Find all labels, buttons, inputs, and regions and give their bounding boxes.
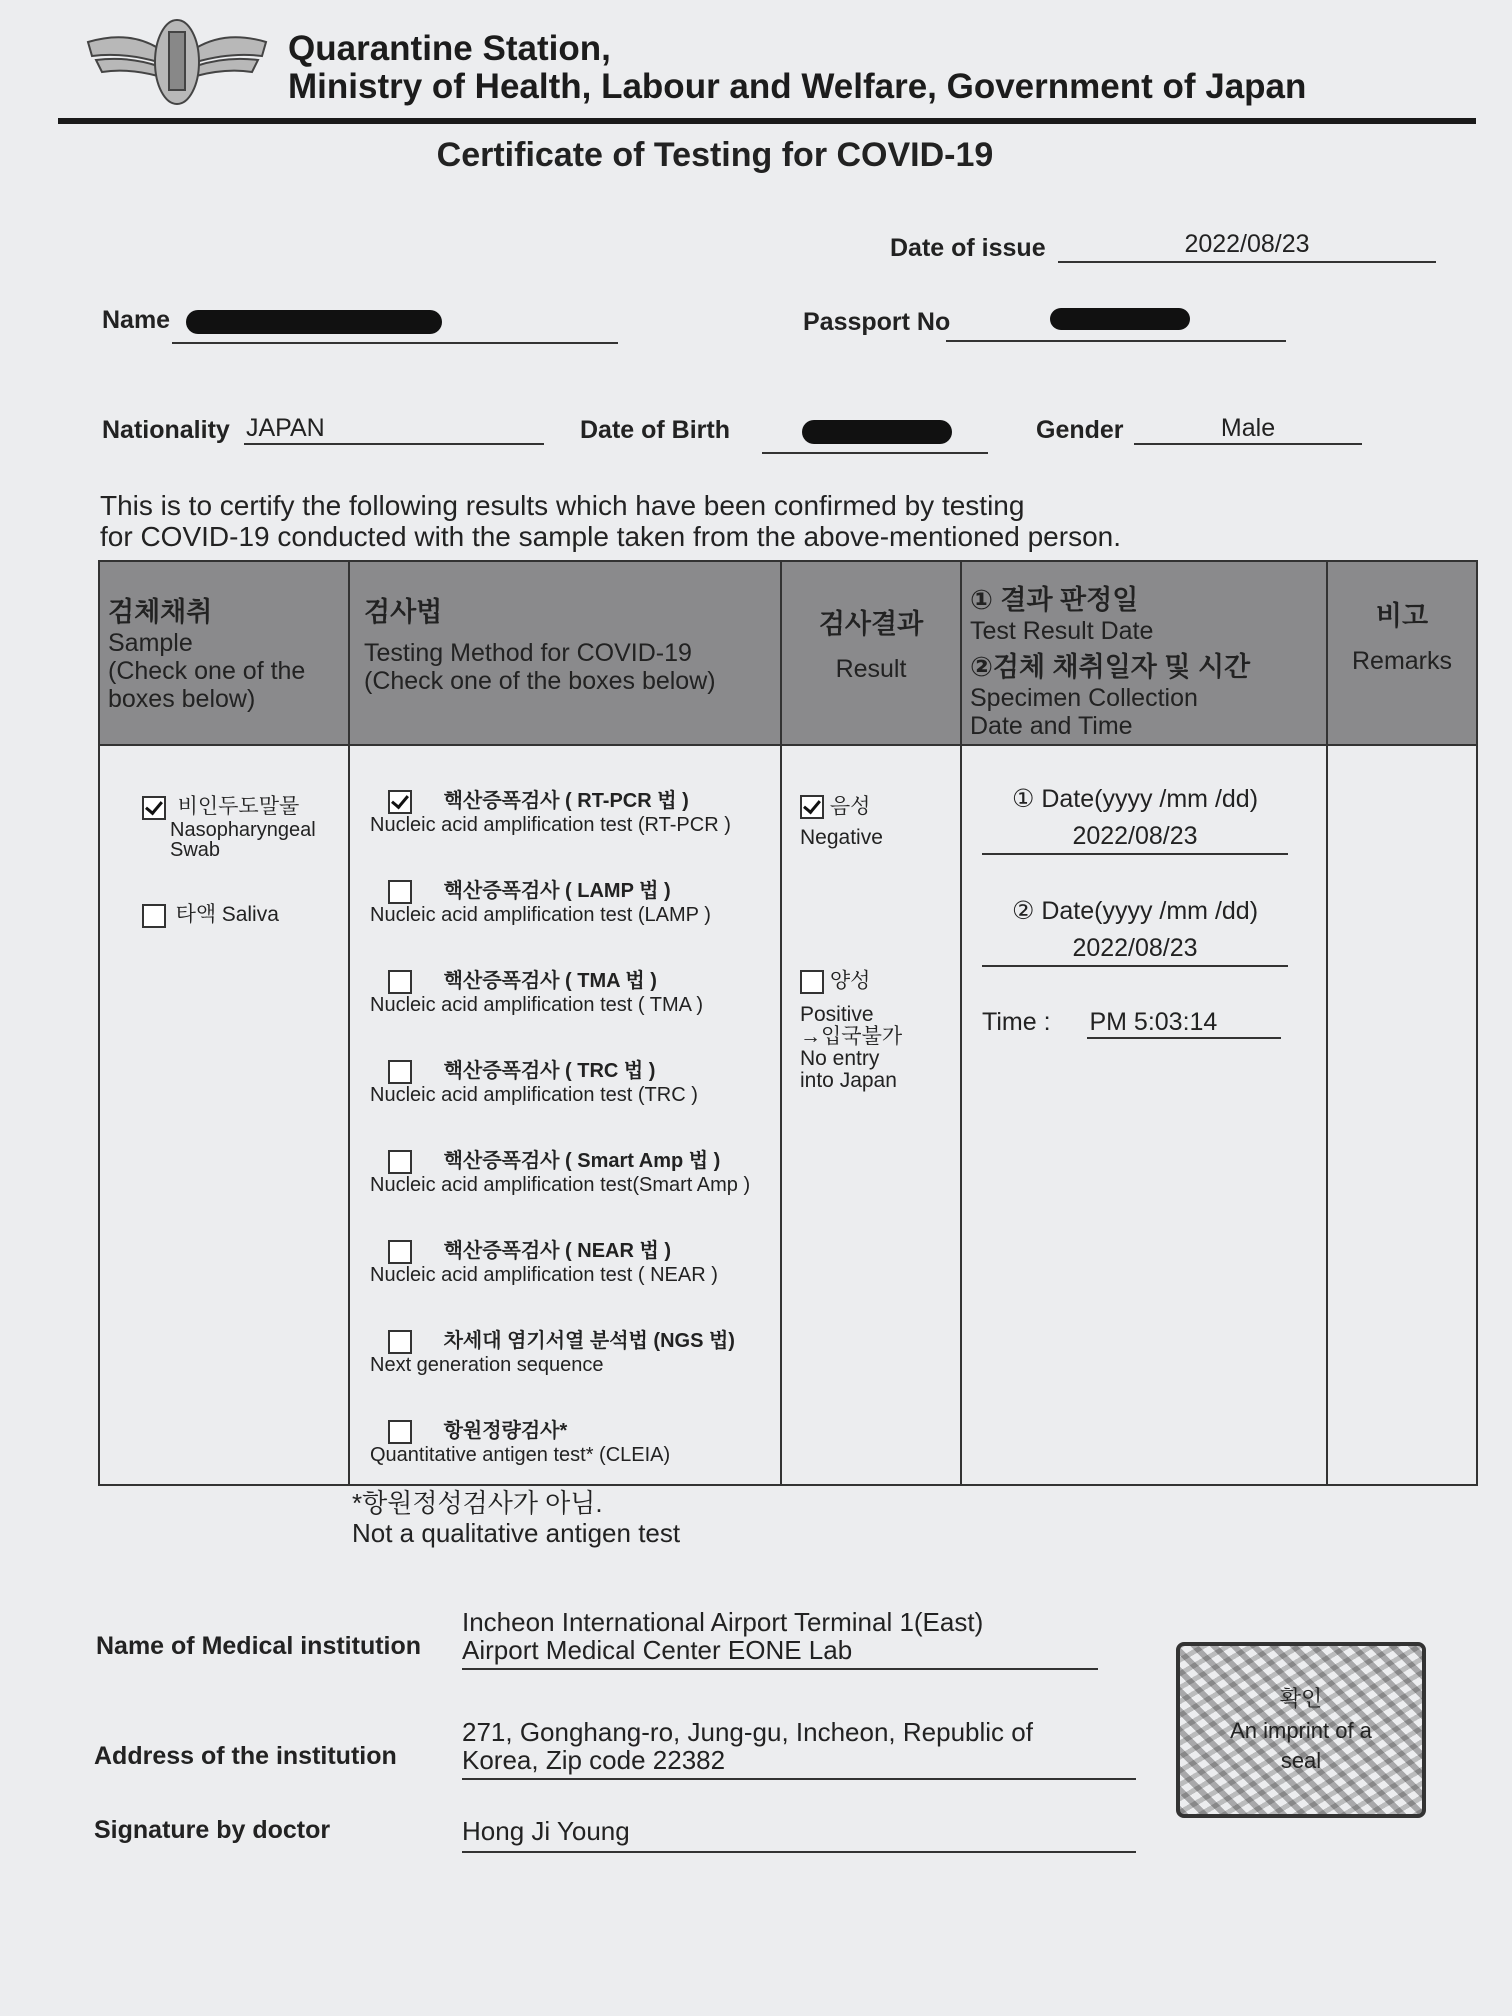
specimen-collection-time bbox=[982, 1008, 1288, 1039]
result-negative-checkbox[interactable] bbox=[800, 795, 824, 819]
footnote-ko: *항원정성검사가 아님. bbox=[352, 1488, 603, 1518]
sample-cell bbox=[99, 745, 349, 1485]
result-header-ko: 검사결과 bbox=[818, 609, 924, 639]
passport-label: Passport No bbox=[803, 308, 951, 336]
method-option-trc[interactable] bbox=[370, 1054, 698, 1107]
winged-emblem-icon bbox=[78, 12, 276, 110]
method-tma-ko: 핵산증폭검사 ( TMA 법 ) bbox=[443, 970, 657, 992]
result-header-en: Result bbox=[835, 655, 907, 683]
result-positive-checkbox[interactable] bbox=[800, 970, 824, 994]
name-label: Name bbox=[102, 306, 171, 334]
method-ngs-en: Next generation sequence bbox=[370, 1353, 604, 1376]
header-title-line1: Quarantine Station, bbox=[288, 29, 611, 68]
method-cell bbox=[349, 745, 781, 1485]
method-near-ko: 핵산증폭검사 ( NEAR 법 ) bbox=[443, 1240, 672, 1262]
institution-name-value bbox=[462, 1608, 1098, 1670]
remarks-cell bbox=[1327, 745, 1477, 1485]
date-of-issue-label: Date of issue bbox=[890, 234, 1046, 262]
header-rule bbox=[58, 118, 1476, 124]
sample-nasopharyngeal-en1: Nasopharyngeal bbox=[170, 819, 316, 841]
signature-value: Hong Ji Young bbox=[462, 1816, 1136, 1853]
sample-header-en2: (Check one of the bbox=[108, 657, 306, 685]
sample-option-saliva[interactable] bbox=[142, 898, 279, 928]
method-cleia-checkbox[interactable] bbox=[388, 1420, 412, 1444]
method-option-rt-pcr[interactable] bbox=[370, 784, 731, 837]
sample-header-en1: Sample bbox=[108, 629, 193, 657]
certification-statement bbox=[100, 490, 1121, 552]
method-option-ngs[interactable] bbox=[370, 1324, 735, 1377]
sample-nasopharyngeal-ko: 비인두도말물 bbox=[177, 795, 300, 818]
sample-option-nasopharyngeal[interactable] bbox=[142, 790, 316, 860]
method-rt-pcr-checkbox[interactable] bbox=[388, 790, 412, 814]
sample-saliva-ko: 타액 bbox=[175, 903, 217, 926]
date-of-birth-redaction bbox=[802, 420, 952, 444]
institution-name-label: Name of Medical institution bbox=[96, 1632, 422, 1660]
date-of-birth-label: Date of Birth bbox=[580, 416, 730, 444]
method-trc-en: Nucleic acid amplification test (TRC ) bbox=[370, 1083, 698, 1106]
method-rt-pcr-ko: 핵산증폭검사 ( RT-PCR 법 ) bbox=[443, 790, 689, 812]
method-header-en2: (Check one of the boxes below) bbox=[364, 667, 716, 695]
institution-address-line2: Korea, Zip code 22382 bbox=[462, 1745, 726, 1775]
table-header-row bbox=[99, 561, 1477, 745]
date-header-ko2: ②검체 채취일자 및 시간 bbox=[970, 652, 1251, 682]
result-negative-en: Negative bbox=[800, 826, 883, 849]
footnote-en: Not a qualitative antigen test bbox=[352, 1518, 681, 1548]
method-smart-amp-en: Nucleic acid amplification test(Smart Amp ) bbox=[370, 1173, 751, 1196]
remarks-header-en: Remarks bbox=[1351, 647, 1452, 675]
institution-address-label: Address of the institution bbox=[94, 1742, 397, 1770]
institution-name-line1: Incheon International Airport Terminal 1(East) bbox=[462, 1607, 984, 1637]
passport-redaction bbox=[1050, 308, 1190, 330]
header-title bbox=[288, 30, 1306, 106]
results-table bbox=[98, 560, 1478, 1486]
method-rt-pcr-en: Nucleic acid amplification test (RT-PCR ) bbox=[370, 813, 731, 836]
test-result-date-label: ① Date(yyyy /mm /dd) bbox=[1011, 785, 1259, 813]
table-body-row bbox=[99, 745, 1477, 1485]
date-header bbox=[961, 561, 1327, 745]
result-option-positive[interactable] bbox=[800, 970, 902, 1092]
method-smart-amp-checkbox[interactable] bbox=[388, 1150, 412, 1174]
gender-label: Gender bbox=[1036, 416, 1124, 444]
sample-nasopharyngeal-checkbox[interactable] bbox=[142, 796, 166, 820]
institution-address-value bbox=[462, 1718, 1136, 1780]
method-trc-ko: 핵산증폭검사 ( TRC 법 ) bbox=[443, 1060, 656, 1082]
method-header-ko: 검사법 bbox=[364, 597, 443, 627]
official-seal bbox=[1176, 1642, 1426, 1818]
result-positive-en: Positive bbox=[800, 1003, 874, 1026]
remarks-header-ko: 비고 bbox=[1375, 601, 1429, 631]
date-header-en2: Specimen Collection bbox=[970, 684, 1198, 712]
header-title-line2: Ministry of Health, Labour and Welfare, Government of Japan bbox=[288, 67, 1307, 106]
method-lamp-en: Nucleic acid amplification test (LAMP ) bbox=[370, 903, 711, 926]
result-negative-ko: 음성 bbox=[829, 795, 871, 818]
gender-value: Male bbox=[1134, 414, 1362, 445]
method-near-checkbox[interactable] bbox=[388, 1240, 412, 1264]
seal-en1: An imprint of a bbox=[1230, 1718, 1372, 1743]
result-positive-note-en2: into Japan bbox=[800, 1069, 897, 1092]
result-cell bbox=[781, 745, 961, 1485]
method-near-en: Nucleic acid amplification test ( NEAR ) bbox=[370, 1263, 718, 1286]
signature-label: Signature by doctor bbox=[94, 1816, 331, 1844]
specimen-collection-date-value: 2022/08/23 bbox=[982, 934, 1288, 967]
method-ngs-ko: 차세대 염기서열 분석법 (NGS 법) bbox=[443, 1330, 735, 1352]
seal-ko: 확인 bbox=[1279, 1686, 1323, 1711]
nationality-value: JAPAN bbox=[244, 414, 544, 445]
specimen-collection-date-label: ② Date(yyyy /mm /dd) bbox=[1011, 897, 1259, 925]
sample-header-ko: 검체채취 bbox=[108, 597, 213, 627]
test-result-date-value: 2022/08/23 bbox=[982, 822, 1288, 855]
method-smart-amp-ko: 핵산증폭검사 ( Smart Amp 법 ) bbox=[443, 1150, 721, 1172]
date-cell bbox=[961, 745, 1327, 1485]
method-option-tma[interactable] bbox=[370, 964, 703, 1017]
seal-en2: seal bbox=[1280, 1748, 1322, 1773]
certification-statement-line1: This is to certify the following results which have been confirmed by testing bbox=[100, 490, 1025, 521]
result-option-negative[interactable] bbox=[800, 790, 883, 850]
certificate-title: Certificate of Testing for COVID-19 bbox=[436, 136, 994, 174]
method-ngs-checkbox[interactable] bbox=[388, 1330, 412, 1354]
specimen-collection-time-label: Time : bbox=[982, 1008, 1051, 1036]
method-lamp-ko: 핵산증폭검사 ( LAMP 법 ) bbox=[443, 880, 671, 902]
footnote bbox=[352, 1488, 680, 1548]
method-cleia-en: Quantitative antigen test* (CLEIA) bbox=[370, 1443, 671, 1466]
result-header bbox=[781, 561, 961, 745]
method-header-en1: Testing Method for COVID-19 bbox=[364, 639, 692, 667]
method-tma-en: Nucleic acid amplification test ( TMA ) bbox=[370, 993, 704, 1016]
method-option-cleia[interactable] bbox=[370, 1414, 670, 1467]
remarks-header bbox=[1327, 561, 1477, 745]
method-option-smart-amp[interactable] bbox=[370, 1144, 750, 1197]
certification-statement-line2: for COVID-19 conducted with the sample taken from the above-mentioned person. bbox=[100, 521, 1121, 552]
method-option-near[interactable] bbox=[370, 1234, 718, 1287]
sample-header bbox=[99, 561, 349, 745]
date-of-issue-value: 2022/08/23 bbox=[1058, 230, 1436, 263]
specimen-collection-time-value: PM 5:03:14 bbox=[1087, 1008, 1281, 1039]
name-redaction bbox=[186, 310, 442, 334]
test-result-date bbox=[982, 784, 1288, 855]
date-header-ko1: ① 결과 판정일 bbox=[970, 585, 1139, 615]
sample-header-en3: boxes below) bbox=[108, 685, 256, 713]
method-tma-checkbox[interactable] bbox=[388, 970, 412, 994]
date-header-en3: Date and Time bbox=[970, 712, 1133, 740]
nationality-label: Nationality bbox=[102, 416, 230, 444]
sample-saliva-checkbox[interactable] bbox=[142, 904, 166, 928]
institution-address-line1: 271, Gonghang-ro, Jung-gu, Incheon, Republic of bbox=[462, 1717, 1033, 1747]
result-positive-note-ko: →입국불가 bbox=[800, 1025, 903, 1048]
method-cleia-ko: 항원정량검사* bbox=[443, 1420, 568, 1442]
method-header bbox=[349, 561, 781, 745]
sample-nasopharyngeal-en2: Swab bbox=[170, 839, 221, 861]
method-option-lamp[interactable] bbox=[370, 874, 711, 927]
institution-name-line2: Airport Medical Center EONE Lab bbox=[462, 1635, 853, 1665]
sample-saliva-en: Saliva bbox=[221, 903, 279, 926]
method-lamp-checkbox[interactable] bbox=[388, 880, 412, 904]
specimen-collection-date bbox=[982, 896, 1288, 967]
method-trc-checkbox[interactable] bbox=[388, 1060, 412, 1084]
result-positive-note-en1: No entry bbox=[800, 1047, 880, 1070]
result-positive-ko: 양성 bbox=[829, 969, 871, 993]
date-header-en1: Test Result Date bbox=[970, 617, 1154, 645]
ministry-logo bbox=[78, 12, 276, 110]
